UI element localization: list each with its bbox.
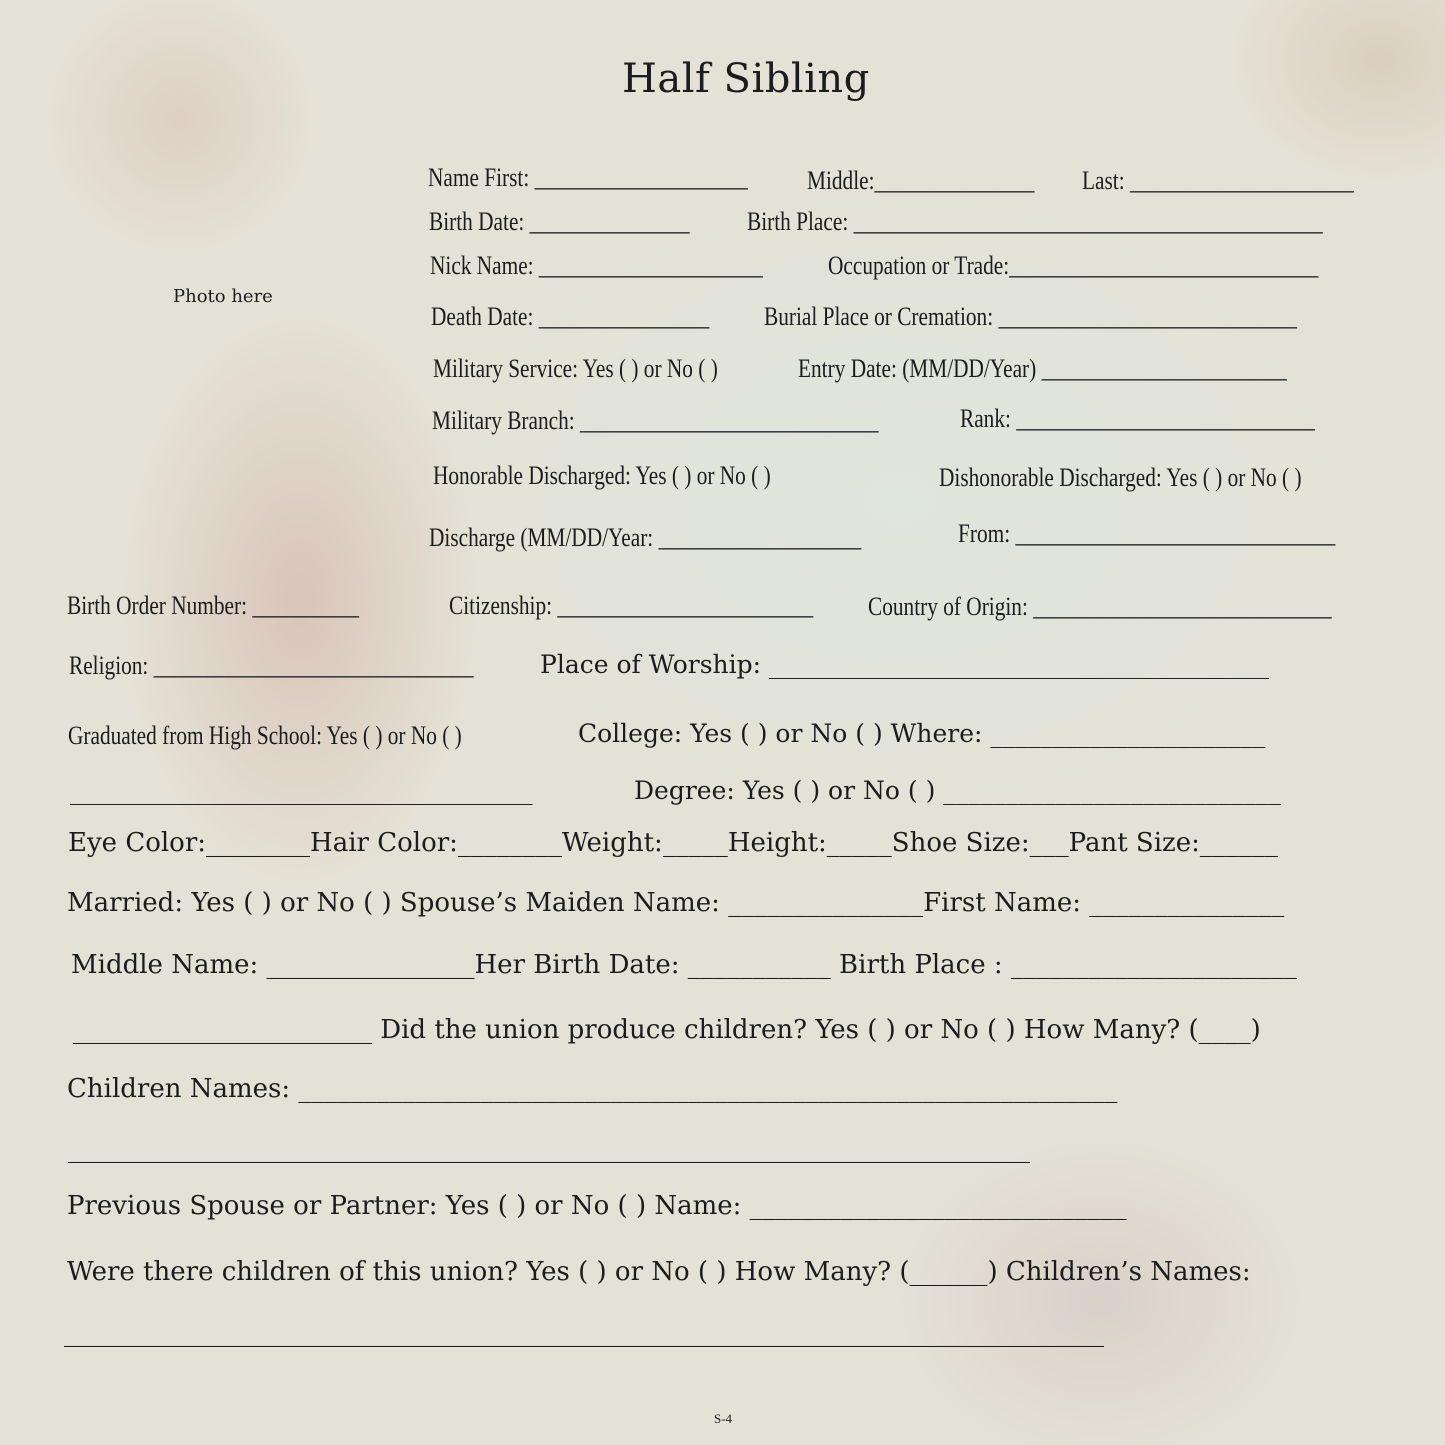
entry-date-field[interactable]: Entry Date: (MM/DD/Year) _______________________ — [798, 354, 1287, 383]
burial-place-field[interactable]: Burial Place or Cremation: ____________________________ — [764, 302, 1297, 331]
citizenship-field[interactable]: Citizenship: ________________________ — [449, 591, 814, 620]
discharge-from-field[interactable]: From: ______________________________ — [958, 519, 1336, 548]
married-field[interactable]: Married: Yes ( ) or No ( ) Spouse’s Maiden Name: _______________First Name: _______________ — [67, 888, 1285, 918]
college-line-2[interactable]: _____________________________________ — [70, 776, 533, 805]
rank-field[interactable]: Rank: ____________________________ — [960, 404, 1315, 433]
occupation-field[interactable]: Occupation or Trade:_____________________________ — [828, 251, 1319, 280]
high-school-field[interactable]: Graduated from High School: Yes ( ) or No ( ) — [68, 721, 462, 750]
previous-spouse-field[interactable]: Previous Spouse or Partner: Yes ( ) or No ( ) Name: _____________________________ — [67, 1191, 1127, 1221]
degree-field[interactable]: Degree: Yes ( ) or No ( ) ___________________________ — [634, 776, 1281, 805]
photo-placeholder: Photo here — [173, 286, 273, 307]
dishonorable-discharge-field[interactable]: Dishonorable Discharged: Yes ( ) or No ( ) — [939, 463, 1302, 492]
country-origin-field[interactable]: Country of Origin: ____________________________ — [868, 592, 1332, 621]
birth-date-field[interactable]: Birth Date: _______________ — [429, 207, 690, 236]
last-name-field[interactable]: Last: _____________________ — [1082, 166, 1354, 195]
spouse-middle-name-field[interactable]: Middle Name: ________________Her Birth Date: ___________ Birth Place : ______________________ — [71, 950, 1297, 980]
religion-field[interactable]: Religion: ______________________________ — [69, 651, 474, 680]
previous-union-children-field[interactable]: Were there children of this union? Yes ( ) or No ( ) How Many? (______) Children’s Names: — [67, 1257, 1251, 1287]
honorable-discharge-field[interactable]: Honorable Discharged: Yes ( ) or No ( ) — [433, 461, 771, 490]
children-names-line-2[interactable]: __________________________________________________________________________ — [68, 1134, 1030, 1164]
page-title: Half Sibling — [622, 56, 870, 102]
children-names-field[interactable]: Children Names: _______________________________________________________________ — [67, 1074, 1118, 1104]
discharge-date-field[interactable]: Discharge (MM/DD/Year: ___________________ — [429, 523, 862, 552]
military-branch-field[interactable]: Military Branch: ____________________________ — [432, 406, 879, 435]
final-children-names-line[interactable]: ________________________________________________________________________________ — [64, 1318, 1104, 1348]
name-first-field[interactable]: Name First: ____________________ — [428, 163, 748, 192]
place-of-worship-field[interactable]: Place of Worship: ________________________________________ — [540, 650, 1270, 679]
birth-order-field[interactable]: Birth Order Number: __________ — [67, 591, 359, 620]
physical-traits-field[interactable]: Eye Color:________Hair Color:________Weight:_____Height:_____Shoe Size:___Pant Size:______ — [68, 828, 1278, 858]
nick-name-field[interactable]: Nick Name: _____________________ — [430, 251, 763, 280]
death-date-field[interactable]: Death Date: ________________ — [431, 302, 710, 331]
military-service-field[interactable]: Military Service: Yes ( ) or No ( ) — [433, 354, 718, 383]
union-children-field[interactable]: _______________________ Did the union produce children? Yes ( ) or No ( ) How Many? (____) — [73, 1015, 1261, 1045]
page-number: S-4 — [714, 1411, 733, 1426]
middle-name-field[interactable]: Middle:_______________ — [807, 166, 1035, 195]
birth-place-field[interactable]: Birth Place: ____________________________________________ — [747, 207, 1323, 236]
college-field[interactable]: College: Yes ( ) or No ( ) Where: ______________________ — [578, 719, 1266, 748]
